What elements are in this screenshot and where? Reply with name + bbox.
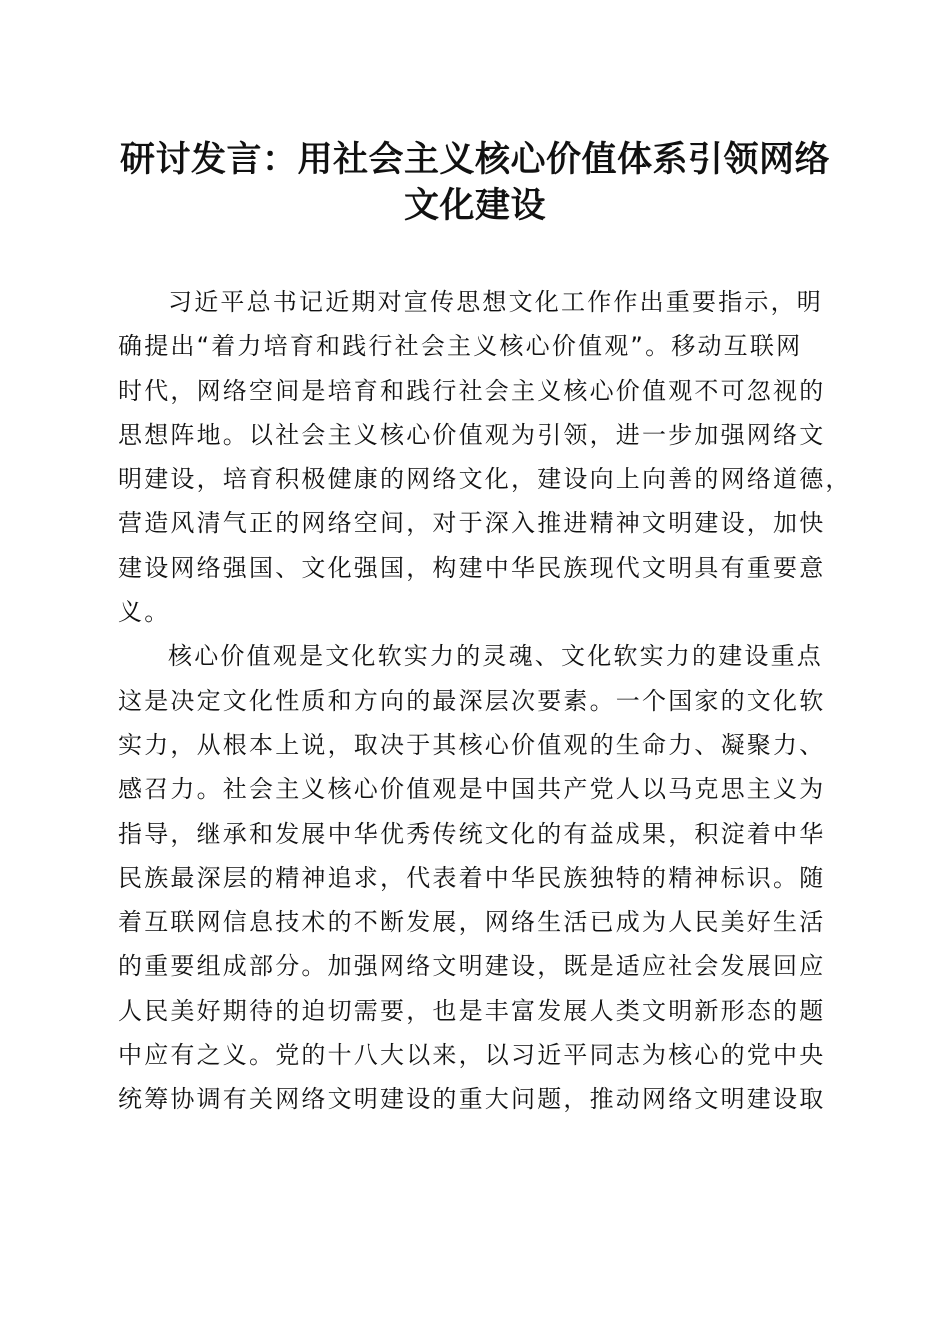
title-line-2: 文化建设	[403, 185, 546, 226]
paragraph-line: 义。	[118, 598, 171, 627]
paragraph-line: 核心价值观是文化软实力的灵魂、文化软实力的建设重点	[168, 642, 823, 671]
paragraph-1	[118, 280, 852, 634]
paragraph-line: 统筹协调有关网络文明建设的重大问题，推动网络文明建设取	[118, 1085, 826, 1114]
paragraph-line: 人民美好期待的迫切需要，也是丰富发展人类文明新形态的题	[118, 996, 826, 1025]
paragraph-line: 民族最深层的精神追求，代表着中华民族独特的精神标识。随	[118, 863, 826, 892]
paragraph-line: 确提出“着力培育和践行社会主义核心价值观”。移动互联网	[118, 332, 803, 361]
document-body	[118, 280, 852, 1122]
paragraph-line: 习近平总书记近期对宣传思想文化工作作出重要指示，明	[168, 288, 823, 316]
paragraph-line: 建设网络强国、文化强国，构建中华民族现代文明具有重要意	[118, 553, 826, 582]
document-title	[100, 137, 850, 229]
paragraph-line: 指导，继承和发展中华优秀传统文化的有益成果，积淀着中华	[118, 819, 826, 848]
paragraph-line: 明建设，培育积极健康的网络文化，建设向上向善的网络道德，	[118, 465, 852, 494]
paragraph-line: 时代，网络空间是培育和践行社会主义核心价值观不可忽视的	[118, 376, 826, 405]
paragraph-line: 营造风清气正的网络空间，对于深入推进精神文明建设，加快	[118, 509, 826, 538]
paragraph-line: 感召力。社会主义核心价值观是中国共产党人以马克思主义为	[118, 775, 826, 804]
paragraph-line: 中应有之义。党的十八大以来，以习近平同志为核心的党中央	[118, 1041, 826, 1070]
paragraph-2	[118, 634, 832, 1121]
paragraph-line: 思想阵地。以社会主义核心价值观为引领，进一步加强网络文	[118, 420, 826, 449]
title-line-1: 研讨发言：用社会主义核心价值体系引领网络	[119, 139, 830, 180]
paragraph-line: 的重要组成部分。加强网络文明建设，既是适应社会发展回应	[118, 952, 826, 981]
paragraph-line: 实力，从根本上说，取决于其核心价值观的生命力、凝聚力、	[118, 730, 826, 759]
paragraph-line: 着互联网信息技术的不断发展，网络生活已成为人民美好生活	[118, 908, 826, 937]
paragraph-line: 这是决定文化性质和方向的最深层次要素。一个国家的文化软	[118, 686, 826, 715]
